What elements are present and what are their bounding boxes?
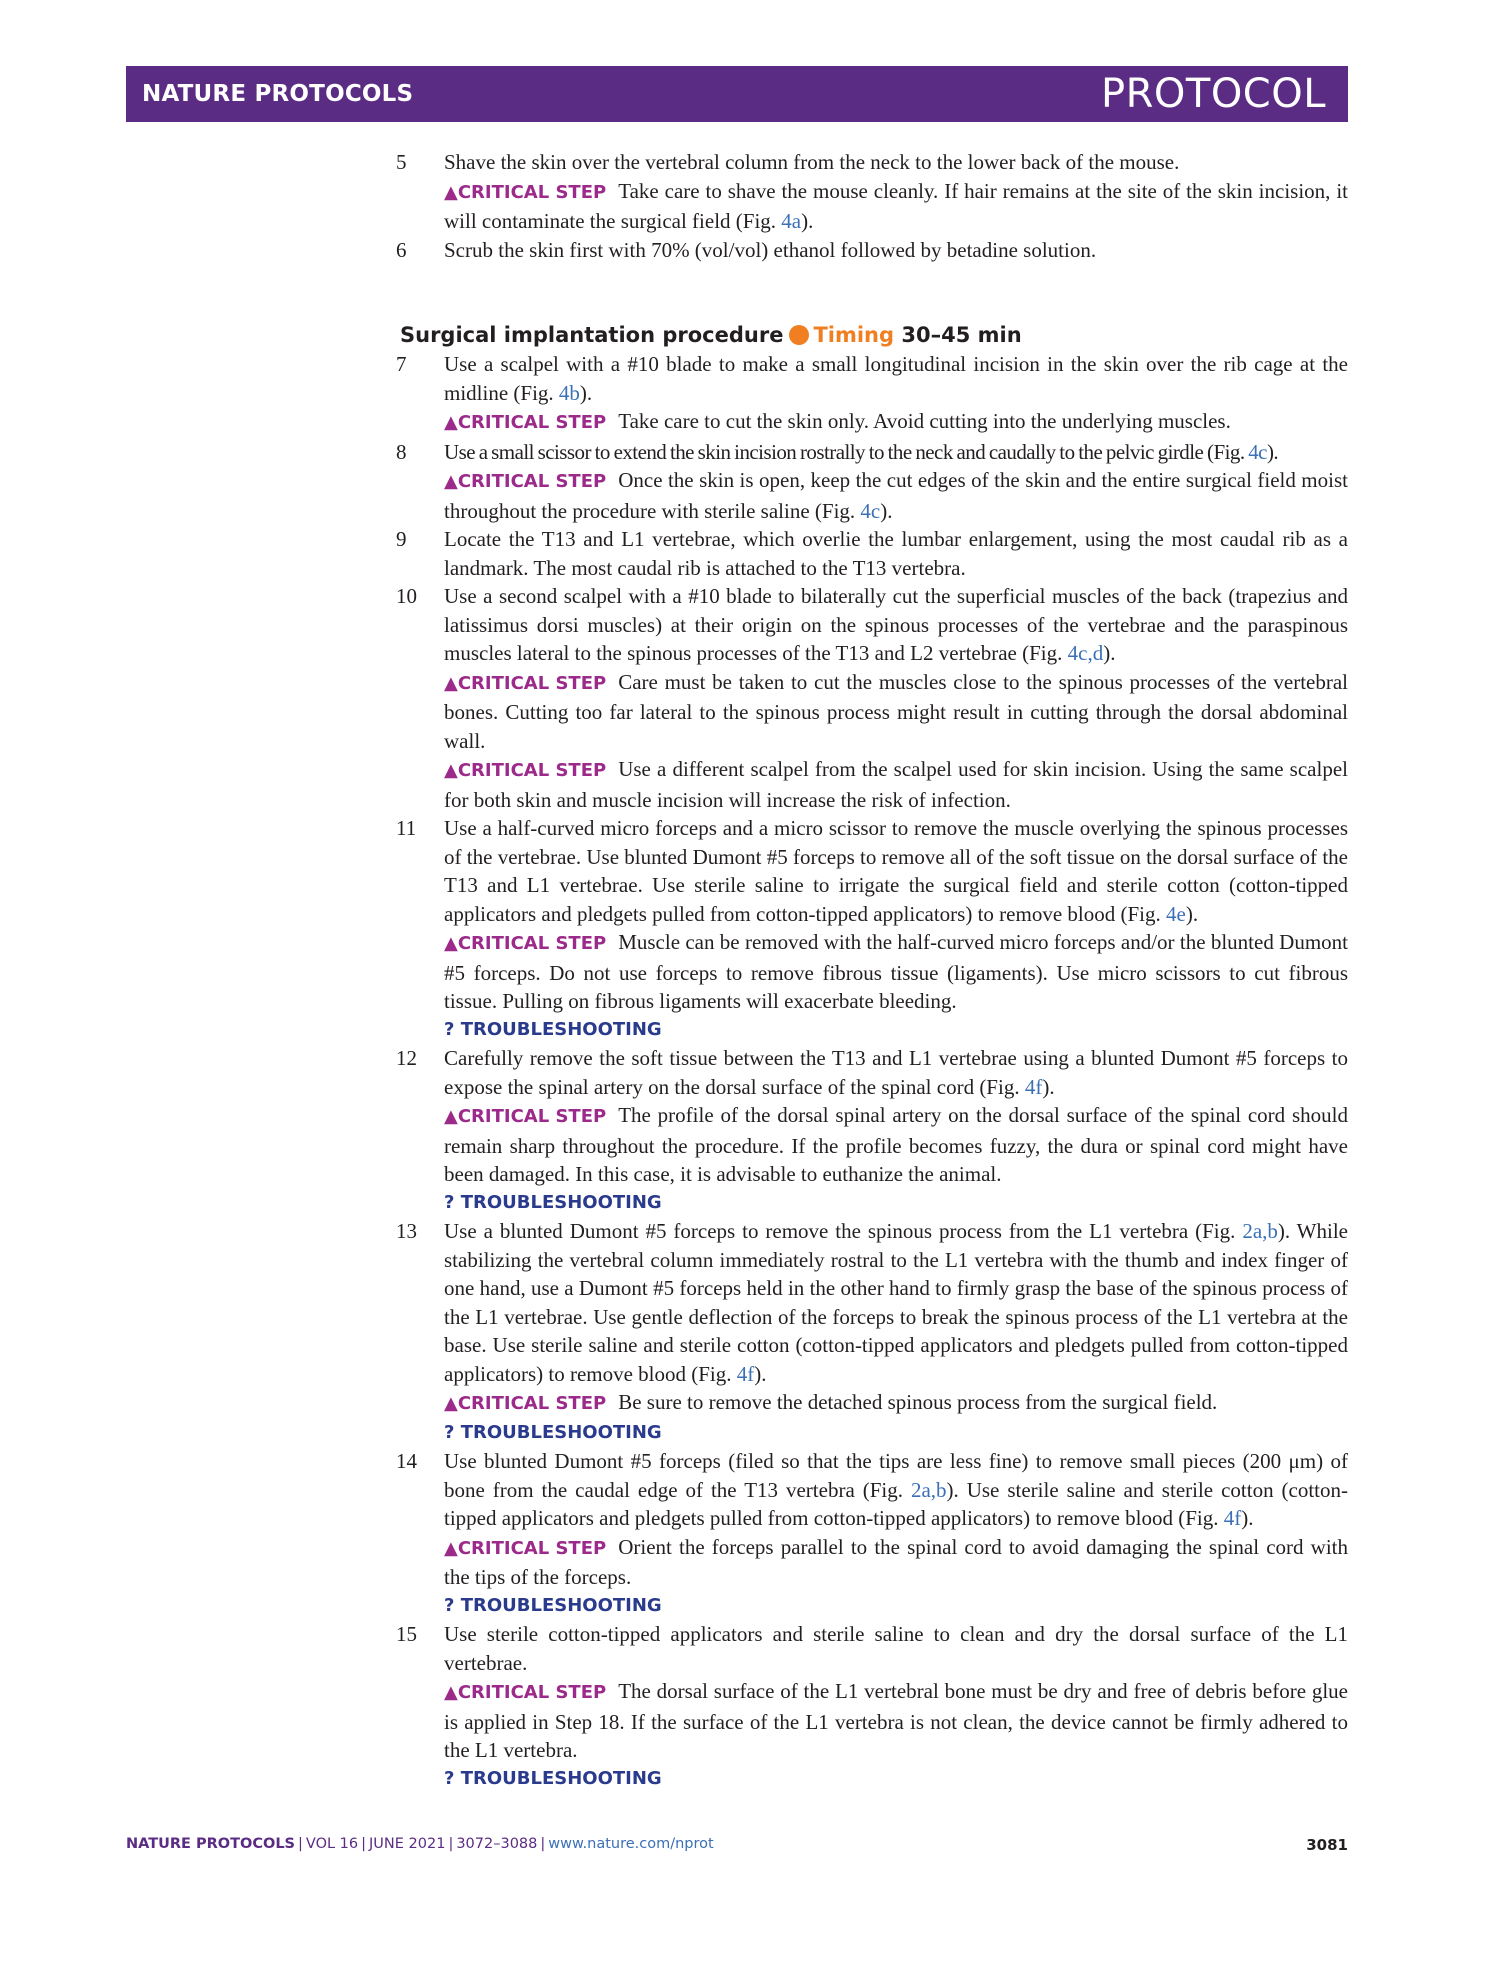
step-11 <box>396 814 1348 1044</box>
figure-link[interactable]: 4f <box>1024 1074 1043 1099</box>
step-number: 15 <box>396 1622 417 1646</box>
step-text: Use sterile cotton-tipped applicators and sterile saline to clean and dry the dorsal surface of the L1 vertebrae. <box>444 1622 1348 1675</box>
section-title: Surgical implantation procedure <box>400 323 784 347</box>
footer-journal: NATURE PROTOCOLS <box>126 1836 296 1852</box>
troubleshooting-link[interactable]: ? TROUBLESHOOTING <box>444 1421 662 1443</box>
journal-header-bar <box>126 66 1348 122</box>
footer-url-link[interactable]: www.nature.com/nprot <box>548 1836 714 1852</box>
timing-label: Timing <box>813 323 895 347</box>
step-text: Use a half-curved micro forceps and a micro scissor to remove the muscle overlying the spinous processes of the vertebrae. Use blunted Dumont #5 forceps to remove all of the soft tissue on the dorsal surface of the T13 and L1 vertebrae. Use sterile saline to irrigate the surgical field and sterile cotton (cotton-tipped applicators and pledgets pulled from cotton-tipped applicators) to remove blood (Fig. 4e). <box>444 816 1348 926</box>
figure-link[interactable]: 4c <box>1248 439 1267 464</box>
step-number: 13 <box>396 1219 417 1243</box>
step-text: Locate the T13 and L1 vertebrae, which overlie the lumbar enlargement, using the most caudal rib as a landmark. The most caudal rib is attached to the T13 vertebra. <box>444 527 1348 580</box>
step-number: 8 <box>396 439 407 464</box>
step-9 <box>396 525 1348 582</box>
step-text: Use a small scissor to extend the skin incision rostrally to the neck and caudally to the pelvic girdle (Fig. 4c). <box>444 439 1279 464</box>
figure-link[interactable]: 4b <box>558 380 580 405</box>
figure-link[interactable]: 4c,d <box>1067 641 1104 665</box>
step-text: Use a scalpel with a #10 blade to make a small longitudinal incision in the skin over the rib cage at the midline (Fig. 4b). <box>444 352 1348 405</box>
step-12 <box>396 1044 1348 1217</box>
troubleshooting-link[interactable]: ? TROUBLESHOOTING <box>444 1767 662 1789</box>
step-text: Use blunted Dumont #5 forceps (filed so that the tips are less fine) to remove small pieces (200 μm) of bone from the caudal edge of the T13 vertebra (Fig. 2a,b). Use sterile saline and sterile cotton (cotton-tipped applicators and pledgets pulled from cotton-tipped applicators) to remove blood (Fig. 4f). <box>444 1449 1348 1530</box>
step-13 <box>396 1217 1348 1447</box>
figure-link[interactable]: 4f <box>1223 1506 1242 1530</box>
footer-date: JUNE 2021 <box>369 1836 446 1852</box>
critical-step-note: ▲CRITICAL STEP Be sure to remove the detached spinous process from the surgical field. <box>444 1388 1348 1419</box>
article-type: PROTOCOL <box>1100 71 1326 117</box>
step-text: Scrub the skin first with 70% (vol/vol) ethanol followed by betadine solution. <box>444 237 1097 262</box>
critical-step-label: ▲CRITICAL STEP <box>444 412 607 433</box>
critical-step-note: ▲CRITICAL STEP The profile of the dorsal spinal artery on the dorsal surface of the spinal cord should remain sharp throughout the procedure. If the profile becomes fuzzy, the dura or spinal cord might have been damaged. In this case, it is advisable to euthanize the animal. <box>444 1103 1348 1186</box>
protocol-body <box>396 148 1348 1793</box>
step-15 <box>396 1620 1348 1793</box>
figure-link[interactable]: 4e <box>1166 901 1186 926</box>
footer-volume: VOL 16 <box>305 1836 359 1852</box>
critical-step-note: ▲CRITICAL STEP Once the skin is open, keep the cut edges of the skin and the entire surgical field moist throughout the procedure with sterile saline (Fig. 4c). <box>444 468 1348 523</box>
step-number: 14 <box>396 1449 417 1473</box>
troubleshooting-link[interactable]: ? TROUBLESHOOTING <box>444 1191 662 1213</box>
figure-link[interactable]: 4c <box>860 498 881 523</box>
critical-step-label: ▲CRITICAL STEP <box>444 181 607 203</box>
critical-step-note: ▲CRITICAL STEP Take care to shave the mouse cleanly. If hair remains at the site of the skin incision, it will contaminate the surgical field (Fig. 4a). <box>444 178 1348 233</box>
step-14 <box>396 1447 1348 1620</box>
critical-step-label: ▲CRITICAL STEP <box>444 760 607 781</box>
step-number: 11 <box>396 816 417 840</box>
step-number: 9 <box>396 527 407 551</box>
troubleshooting-link[interactable]: ? TROUBLESHOOTING <box>444 1594 662 1616</box>
timing-dot-icon <box>789 325 809 345</box>
figure-link[interactable]: 2a,b <box>910 1477 947 1502</box>
troubleshooting-link[interactable]: ? TROUBLESHOOTING <box>444 1018 662 1040</box>
critical-step-label: ▲CRITICAL STEP <box>444 672 607 694</box>
step-text: Shave the skin over the vertebral column from the neck to the lower back of the mouse. <box>444 150 1180 174</box>
critical-step-label: ▲CRITICAL STEP <box>444 1106 607 1127</box>
section-heading <box>400 320 1348 350</box>
critical-step-label: ▲CRITICAL STEP <box>444 1393 607 1414</box>
step-6 <box>396 236 1348 265</box>
page-footer: NATURE PROTOCOLS | VOL 16 | JUNE 2021 | 3072–3088 | www.nature.com/nprot 3081 <box>126 1836 1348 1854</box>
step-number: 12 <box>396 1046 417 1070</box>
step-5 <box>396 148 1348 236</box>
figure-link[interactable]: 2a,b <box>1242 1219 1278 1243</box>
step-10 <box>396 582 1348 814</box>
footer-pages: 3072–3088 <box>456 1836 538 1852</box>
step-number: 6 <box>396 237 407 262</box>
critical-step-label: ▲CRITICAL STEP <box>444 1682 607 1703</box>
step-number: 5 <box>396 150 407 174</box>
critical-step-note: ▲CRITICAL STEP Take care to cut the skin only. Avoid cutting into the underlying muscles. <box>444 407 1348 438</box>
figure-link[interactable]: 4f <box>736 1361 755 1386</box>
critical-step-note: ▲CRITICAL STEP Muscle can be removed with the half-curved micro forceps and/or the blunted Dumont #5 forceps. Do not use forceps to remove fibrous tissue (ligaments). Use micro scissors to cut fibrous tissue. Pulling on fibrous ligaments will exacerbate bleeding. <box>444 930 1348 1013</box>
step-number: 7 <box>396 352 407 376</box>
critical-step-note: ▲CRITICAL STEP Use a different scalpel from the scalpel used for skin incision. Using the same scalpel for both skin and muscle incision will increase the risk of infection. <box>444 757 1348 812</box>
critical-step-label: ▲CRITICAL STEP <box>444 1537 607 1559</box>
timing-value: 30–45 min <box>901 323 1022 347</box>
critical-step-label: ▲CRITICAL STEP <box>444 933 607 954</box>
page-number: 3081 <box>1306 1836 1348 1854</box>
critical-step-note: ▲CRITICAL STEP Care must be taken to cut the muscles close to the spinous processes of the vertebral bones. Cutting too far lateral to the spinous process might result in cutting through the dorsal abdominal wall. <box>444 669 1348 753</box>
step-number: 10 <box>396 584 417 608</box>
step-text: Use a blunted Dumont #5 forceps to remove the spinous process from the L1 vertebra (Fig. 2a,b). While stabilizing the vertebral column immediately rostral to the L1 vertebra with the thumb and index finger of one hand, use a Dumont #5 forceps held in the other hand to firmly grasp the base of the spinous process of the L1 vertebrae. Use gentle deflection of the forceps to break the spinous process of the L1 vertebra at the base. Use sterile saline and sterile cotton (cotton-tipped applicators and pledgets pulled from cotton-tipped applicators) to remove blood (Fig. 4f). <box>444 1219 1348 1386</box>
step-text: Carefully remove the soft tissue between the T13 and L1 vertebrae using a blunted Dumont #5 forceps to expose the spinal artery on the dorsal surface of the spinal cord (Fig. 4f). <box>444 1046 1348 1099</box>
critical-step-note: ▲CRITICAL STEP The dorsal surface of the L1 vertebral bone must be dry and free of debris before glue is applied in Step 18. If the surface of the L1 vertebra is not clean, the device cannot be firmly adhered to the L1 vertebra. <box>444 1679 1348 1762</box>
step-text: Use a second scalpel with a #10 blade to bilaterally cut the superficial muscles of the back (trapezius and latissimus dorsi muscles) at their origin on the spinous processes of the vertebrae and the paraspinous muscles lateral to the spinous processes of the T13 and L2 vertebrae (Fig. 4c,d). <box>444 584 1348 665</box>
step-8 <box>396 438 1348 526</box>
figure-link[interactable]: 4a <box>781 209 802 233</box>
journal-name: NATURE PROTOCOLS <box>142 81 414 107</box>
step-7 <box>396 350 1348 438</box>
critical-step-note: ▲CRITICAL STEP Orient the forceps parallel to the spinal cord to avoid damaging the spinal cord with the tips of the forceps. <box>444 1534 1348 1589</box>
critical-step-label: ▲CRITICAL STEP <box>444 471 607 492</box>
